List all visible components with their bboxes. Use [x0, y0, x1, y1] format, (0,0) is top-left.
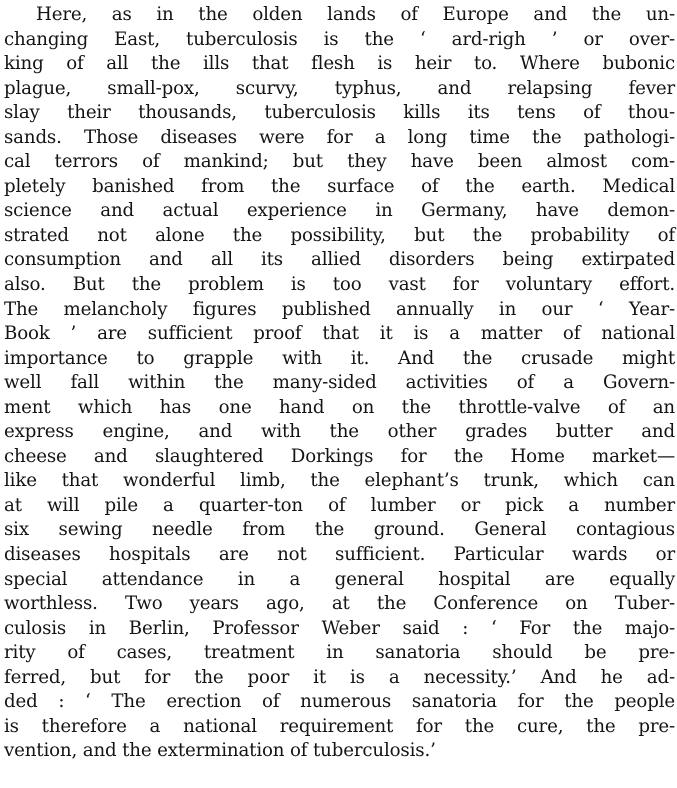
text-line: express engine, and with the other grades butter and: [4, 421, 675, 443]
text-line: Book ’ are sufficient proof that it is a matter of national: [4, 323, 675, 345]
text-line: ded : ‘ The erection of numerous sanatoria for the people: [4, 691, 675, 713]
text-line: Here, as in the olden lands of Europe and the un-: [36, 4, 675, 25]
text-line: rity of cases, treatment in sanatoria should be pre-: [4, 642, 675, 664]
text-line: pletely banished from the surface of the earth. Medical: [4, 175, 675, 197]
text-line: The melancholy figures published annually in our ‘ Year-: [4, 298, 675, 320]
text-line: science and actual experience in Germany, have demon-: [4, 200, 675, 222]
text-line: is therefore a national requirement for the cure, the pre-: [4, 715, 675, 737]
text-line: special attendance in a general hospital are equally: [4, 568, 675, 590]
text-line: cheese and slaughtered Dorkings for the Home market—: [4, 445, 675, 467]
text-line: well fall within the many-sided activities of a Govern-: [4, 372, 675, 394]
text-line: king of all the ills that flesh is heir to. Where bubonic: [4, 53, 675, 75]
text-line: cal terrors of mankind; but they have been almost com-: [4, 151, 675, 173]
text-line: also. But the problem is too vast for voluntary effort.: [4, 274, 675, 296]
text-line: importance to grapple with it. And the crusade might: [4, 347, 675, 369]
text-line: sands. Those diseases were for a long time the pathologi-: [4, 126, 675, 148]
text-line: six sewing needle from the ground. General contagious: [4, 519, 675, 541]
text-line: culosis in Berlin, Professor Weber said : ‘ For the majo-: [4, 617, 675, 639]
text-line: ferred, but for the poor it is a necessity.’ And he ad-: [4, 666, 675, 688]
text-line: like that wonderful limb, the elephant’s trunk, which can: [4, 470, 675, 492]
text-line: worthless. Two years ago, at the Conference on Tuber-: [4, 593, 675, 615]
text-line: changing East, tuberculosis is the ‘ ard-righ ’ or over-: [4, 28, 675, 50]
text-line: ment which has one hand on the throttle-valve of an: [4, 396, 675, 418]
text-line: plague, small-pox, scurvy, typhus, and relapsing fever: [4, 77, 675, 99]
text-line: strated not alone the possibility, but the probability of: [4, 224, 675, 246]
text-line: slay their thousands, tuberculosis kills its tens of thou-: [4, 102, 675, 124]
text-line: at will pile a quarter-ton of lumber or pick a number: [4, 494, 675, 516]
article-paragraph: [4, 3, 675, 764]
newspaper-column: [4, 0, 675, 788]
text-line: diseases hospitals are not sufficient. Particular wards or: [4, 544, 675, 566]
text-line: vention, and the extermination of tuberculosis.’: [4, 740, 436, 762]
text-line: consumption and all its allied disorders being extirpated: [4, 249, 675, 271]
